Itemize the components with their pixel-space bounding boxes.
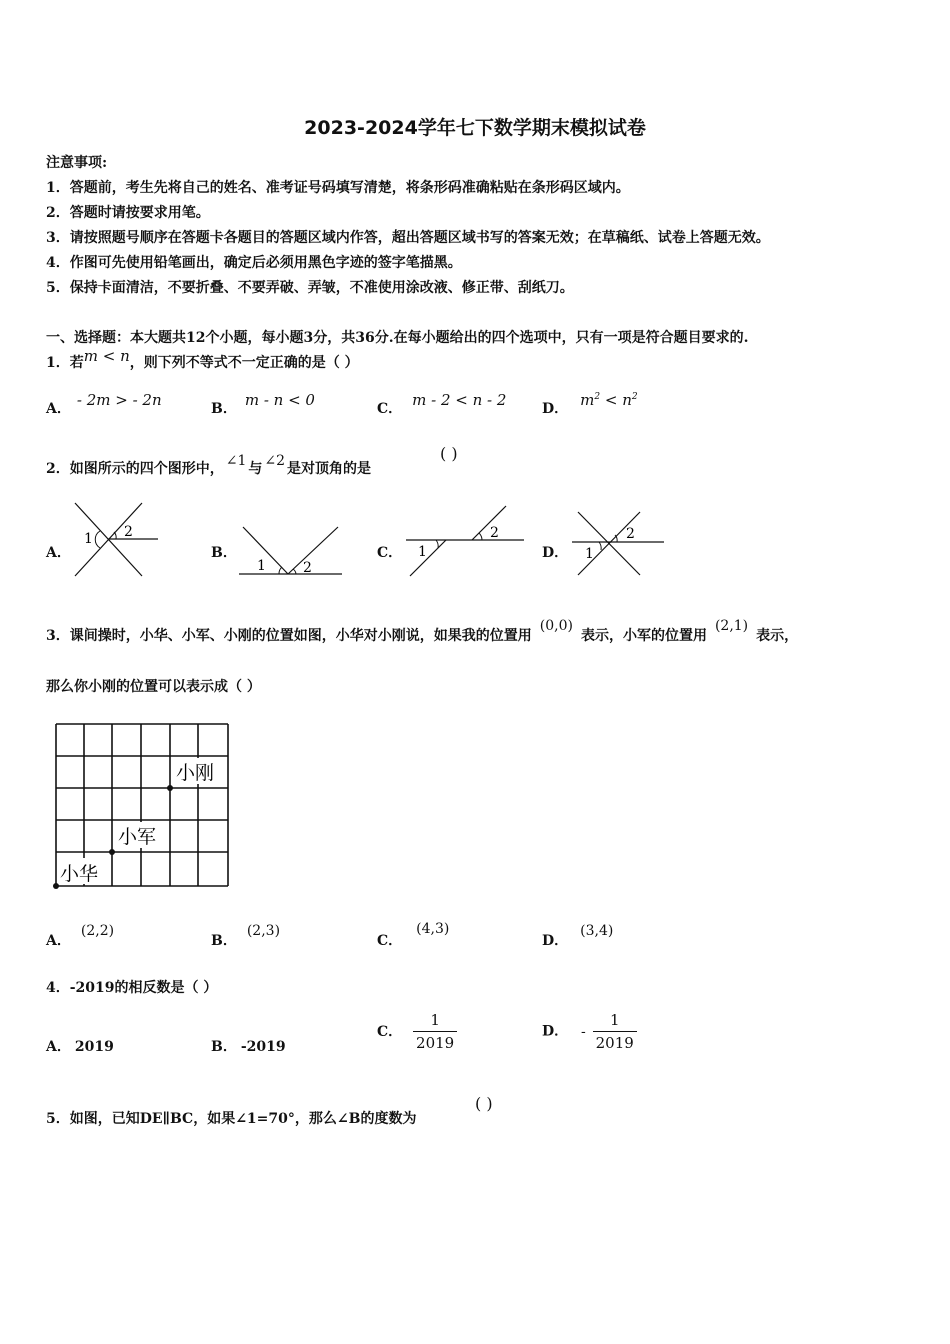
page-title: 2023-2024学年七下数学期末模拟试卷 [304, 117, 646, 139]
q3-option-a[interactable] [46, 923, 115, 950]
q3-option-c[interactable] [377, 921, 450, 950]
q3-coord-2: (2,1) [714, 618, 749, 634]
q2-option-d-label[interactable]: D． [542, 545, 569, 561]
question-4: 4．-2019的相反数是（ ） [46, 980, 218, 996]
notice-item: 3．请按照题号顺序在答题卡各题目的答题区域内作答，超出答题区域书写的答案无效；在草稿纸、试卷上答题无效。 [46, 230, 770, 246]
angle-label-1: 1 [585, 546, 594, 562]
q2-figure-a [70, 498, 165, 580]
question-2 [46, 453, 372, 478]
notice-item: 5．保持卡面清洁，不要折叠、不要弄破、弄皱，不准使用涂改液、修正带、刮纸刀。 [46, 280, 574, 296]
option-label: B． [211, 1039, 237, 1055]
angle-label-1: 1 [418, 544, 427, 560]
angle-label-2: 2 [626, 526, 635, 542]
option-label: C． [377, 401, 403, 417]
q4-option-b[interactable] [211, 1036, 286, 1056]
option-expr: $m^2 < n^2$ [580, 391, 638, 409]
question-3-line2: 那么你小刚的位置可以表示成（ ） [46, 679, 261, 695]
option-value: (3,4) [580, 923, 614, 939]
option-value: -2019 [240, 1039, 286, 1055]
q4-option-a[interactable] [46, 1036, 114, 1056]
option-label: C． [377, 933, 403, 949]
q3-option-d[interactable] [542, 923, 614, 950]
grid-label-xiaohua: 小华 [60, 863, 99, 885]
q2-figure-b [235, 525, 347, 580]
option-label: D． [542, 933, 569, 949]
fraction: $\frac{1}{2019}$ [413, 1011, 457, 1052]
option-label: C． [377, 1023, 403, 1040]
q2-prefix: 2．如图所示的四个图形中， [46, 461, 224, 477]
q1-option-b[interactable] [211, 391, 315, 418]
q2-option-a-label[interactable]: A． [46, 545, 71, 561]
q2-angle2: ∠2 [264, 453, 286, 469]
option-label: A． [46, 401, 71, 417]
option-expr: - 2m > - 2n [76, 391, 162, 409]
q1-option-a[interactable] [46, 391, 162, 418]
option-value: (2,2) [80, 923, 115, 939]
q1-condition: m < n [83, 347, 130, 365]
grid-label-xiaogang: 小刚 [176, 762, 215, 784]
option-value: (4,3) [416, 921, 450, 937]
q2-mid: 与 [248, 461, 263, 477]
option-label: D． [542, 401, 569, 417]
option-value: 2019 [74, 1039, 114, 1055]
q4-option-d[interactable] [542, 1011, 637, 1052]
q1-option-d[interactable] [542, 391, 638, 418]
option-label: A． [46, 933, 71, 949]
notice-item: 1．答题前，考生先将自己的姓名、准考证号码填写清楚，将条形码准确粘贴在条形码区域内。 [46, 180, 630, 196]
option-label: B． [211, 401, 237, 417]
q3-position-grid [50, 718, 235, 893]
notice-item: 2．答题时请按要求用笔。 [46, 205, 210, 221]
q1-suffix: ，则下列不等式不一定正确的是（ ） [129, 355, 359, 371]
angle-label-2: 2 [124, 524, 133, 540]
option-label: B． [211, 933, 237, 949]
q3-coord-1: (0,0) [539, 618, 573, 634]
minus-sign: - [581, 1023, 586, 1040]
q5-answer-paren: ( ) [475, 1094, 493, 1113]
angle-label-2: 2 [303, 560, 312, 576]
q2-answer-paren: ( ) [440, 444, 458, 463]
q3-option-b[interactable] [211, 923, 281, 950]
q3-text-1: 3．课间操时，小华、小军、小刚的位置如图，小华对小刚说，如果我的位置用 [46, 628, 532, 644]
q1-prefix: 1．若 [46, 355, 84, 371]
q2-figure-c [402, 502, 527, 580]
q4-option-c[interactable] [377, 1011, 457, 1052]
q2-suffix: 是对顶角的是 [287, 461, 372, 477]
grid-label-xiaojun: 小军 [118, 826, 157, 848]
section-heading: 一、选择题：本大题共12个小题，每小题3分，共36分.在每小题给出的四个选项中，只有一项是符合题目要求的. [46, 330, 749, 346]
angle-label-1: 1 [84, 531, 93, 547]
notice-heading: 注意事项: [46, 155, 108, 171]
question-5: 5．如图，已知DE∥BC，如果∠1=70°，那么∠B的度数为 [46, 1111, 417, 1127]
q1-option-c[interactable] [377, 391, 507, 418]
notice-item: 4．作图可先使用铅笔画出，确定后必须用黑色字迹的签字笔描黑。 [46, 255, 462, 271]
option-label: A． [46, 1039, 71, 1055]
angle-label-2: 2 [490, 525, 499, 541]
q2-figure-d [568, 507, 668, 579]
option-expr: m - n < 0 [244, 391, 315, 409]
option-expr: m - 2 < n - 2 [412, 391, 507, 409]
q3-text-2: 表示，小军的位置用 [580, 628, 707, 644]
option-value: (2,3) [246, 923, 281, 939]
q3-text-3: 表示， [756, 628, 799, 644]
q2-option-b-label[interactable]: B． [211, 545, 237, 561]
q2-angle1: ∠1 [225, 453, 247, 469]
option-label: D． [542, 1023, 569, 1040]
question-1 [46, 347, 359, 372]
fraction: $\frac{1}{2019}$ [593, 1011, 637, 1052]
question-3-line1 [46, 618, 799, 645]
angle-label-1: 1 [257, 558, 266, 574]
q2-option-c-label[interactable]: C． [377, 545, 403, 561]
